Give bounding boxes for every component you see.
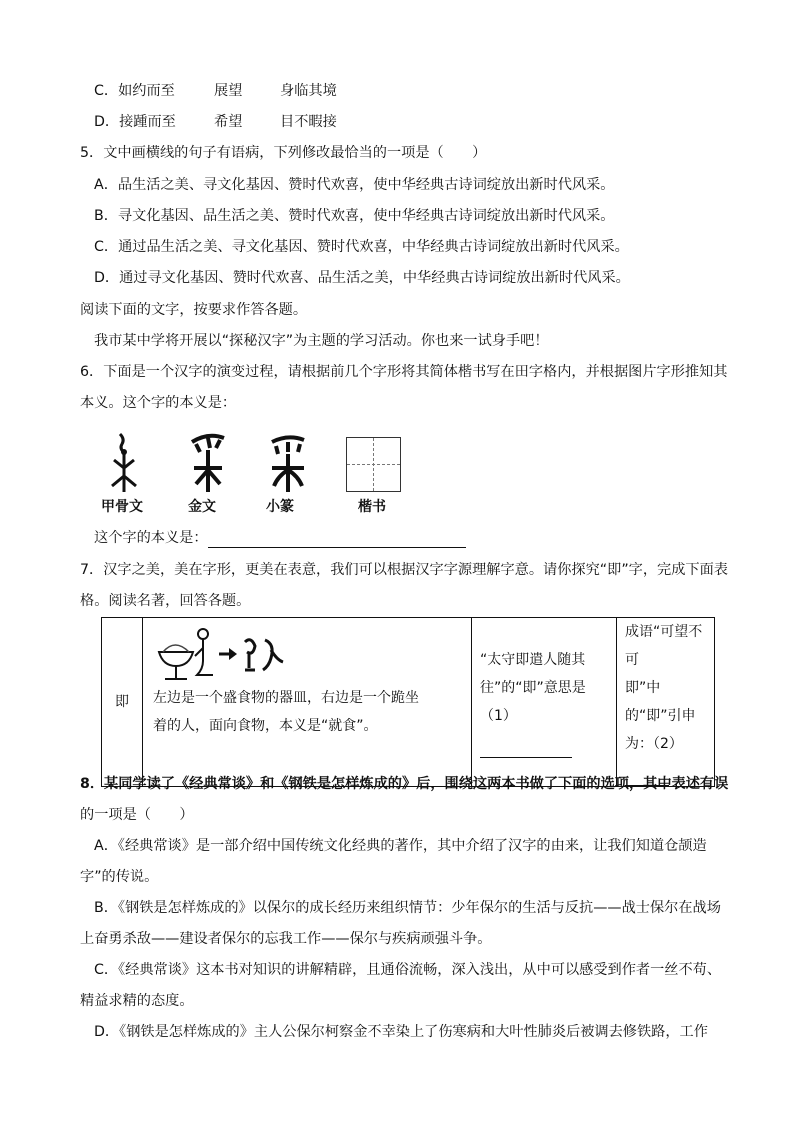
question-8-line2: 的一项是（ ） [80,807,194,823]
question-8-option-b-2: 上奋勇杀敌——建设者保尔的忘我工作——保尔与疾病顽强斗争。 [80,931,492,947]
option-c-word2: 展望 [214,83,243,99]
question-8-line1: 8．某同学读了《经典常谈》和《钢铁是怎样炼成的》后，围绕这两本书做了下面的选项，其中表述有误 [80,776,729,792]
activity-intro: 我市某中学将开展以“探秘汉字”为主题的学习活动。你也来一试身手吧！ [94,333,549,349]
option-d-prev [94,112,337,132]
q7-part1-line2: 往”的“即”意思是 [480,680,586,696]
ji-character-table [101,617,715,787]
image-description-2: 着的人，面向食物，本义是“就食”。 [153,718,378,734]
option-c-text: C．如约而至 [94,83,175,99]
question-8-option-b-1: B．《钢铁是怎样炼成的》以保尔的成长经历来组织情节：少年保尔的生活与反抗——战士保尔在战场 [94,900,721,916]
option-d-word3: 目不暇接 [280,114,337,130]
question-6-line1: 6．下面是一个汉字的演变过程，请根据前几个字形将其简体楷书写在田字格内，并根据图片字形推知其 [80,364,728,380]
answer-blank[interactable] [208,531,466,548]
question-5: 5．文中画横线的句子有语病，下列修改最恰当的一项是（ ） [80,145,487,161]
q7-part2-line1: 成语“可望不可 [625,624,703,668]
question-8-option-a-2: 字”的传说。 [80,869,159,885]
table-question-1-cell [472,618,617,787]
q7-part1-line1: “太守即遣人随其 [480,652,586,668]
answer-label: 这个字的本义是： [94,530,208,546]
bronze-glyph [178,430,238,494]
caption-regular-script: 楷书 [358,499,386,515]
table-image-cell [143,618,472,787]
option-d-word2: 希望 [214,114,243,130]
option-c-prev [94,81,337,101]
question-7-line2: 格。阅读名著，回答各题。 [80,593,251,609]
ji-illustration [153,624,293,684]
tianzige-writing-grid[interactable] [346,437,401,492]
question-8-option-c-2: 精益求精的态度。 [80,993,194,1009]
question-8-option-a-1: A．《经典常谈》是一部介绍中国传统文化经典的著作，其中介绍了汉字的由来，让我们知道仓颉造 [94,838,707,854]
small-seal-glyph [258,430,318,494]
caption-small-seal: 小篆 [266,499,294,515]
question-5-option-b: B．寻文化基因、品生活之美、赞时代欢喜，使中华经典古诗词绽放出新时代风采。 [94,208,615,224]
q7-part2-number: 为：（2） [625,736,683,752]
option-c-word3: 身临其境 [280,83,337,99]
question-7-line1: 7．汉字之美，美在字形，更美在表意，我们可以根据汉字字源理解字意。请你探究“即”字，完成下面表 [80,562,728,578]
caption-oracle-bone: 甲骨文 [101,499,143,515]
question-8-option-d-1: D．《钢铁是怎样炼成的》主人公保尔柯察金不幸染上了伤寒病和大叶性肺炎后被调去修铁路，工作 [94,1024,708,1040]
q7-part1-number: （1） [480,708,517,724]
reading-instruction: 阅读下面的文字，按要求作答各题。 [80,302,308,318]
q7-part1-blank[interactable] [480,741,572,758]
question-6-line2: 本义。这个字的本义是： [80,395,237,411]
question-5-option-a: A．品生活之美、寻文化基因、赞时代欢喜，使中华经典古诗词绽放出新时代风采。 [94,177,615,193]
oracle-bone-glyph [96,430,156,494]
table-char-cell: 即 [102,618,143,787]
q7-part2-line2: 即”中的“即”引申 [625,680,696,724]
table-question-2-cell [617,618,715,787]
image-description-1: 左边是一个盛食物的器皿，右边是一个跪坐 [153,690,419,706]
question-5-option-c: C．通过品生活之美、寻文化基因、赞时代欢喜，中华经典古诗词绽放出新时代风采。 [94,239,629,255]
option-d-text: D．接踵而至 [94,114,176,130]
question-5-option-d: D．通过寻文化基因、赞时代欢喜、品生活之美，中华经典古诗词绽放出新时代风采。 [94,270,630,286]
question-8-option-c-1: C．《经典常谈》这本书对知识的讲解精辟，且通俗流畅，深入浅出，从中可以感受到作者一丝不苟、 [94,962,722,978]
caption-bronze: 金文 [188,499,216,515]
question-6-answer [94,528,466,548]
